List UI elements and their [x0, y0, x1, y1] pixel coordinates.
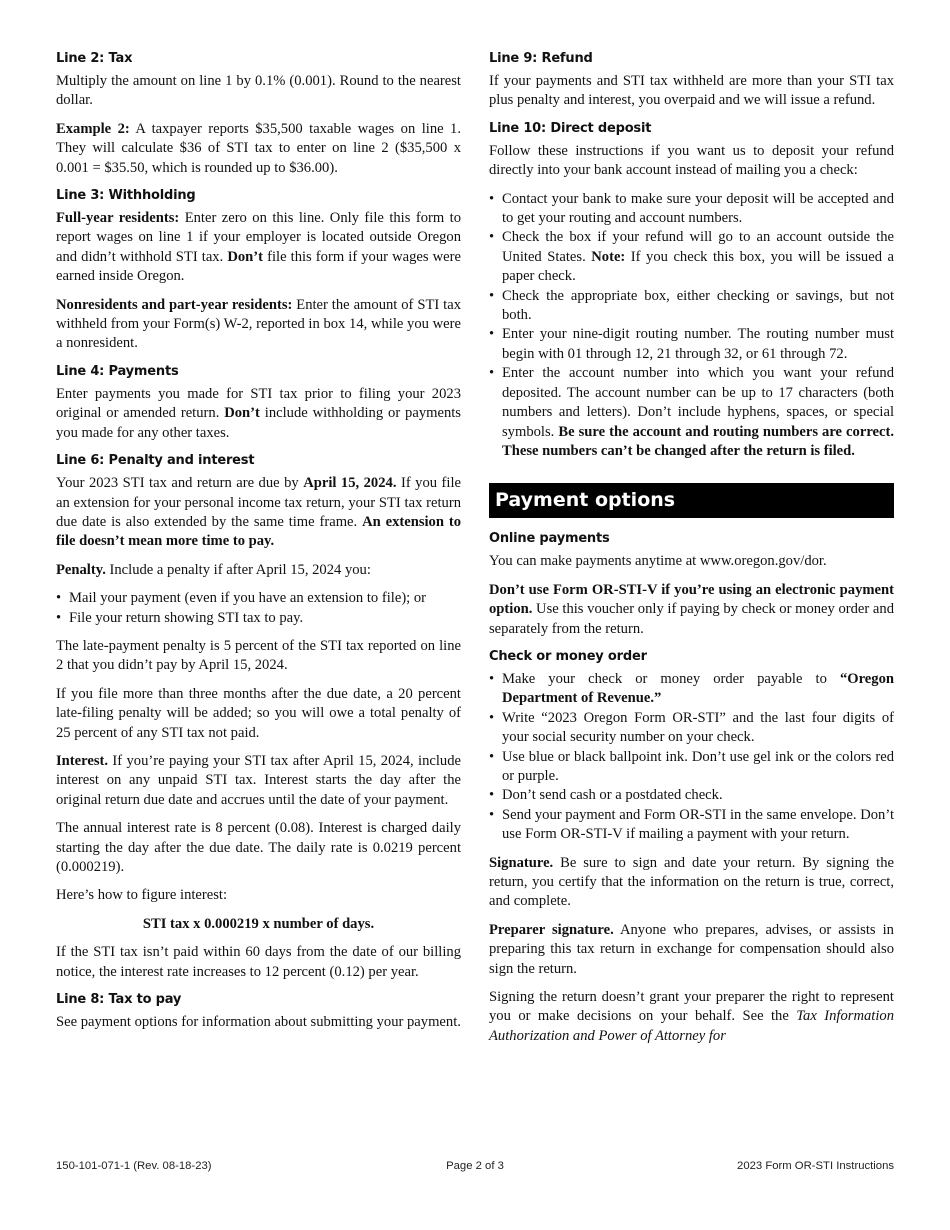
- interest-rate-paragraph: The annual interest rate is 8 percent (0.08). Interest is charged daily starting the day after the due date. The daily rate is 0.0219 percent (0.000219).: [56, 820, 461, 875]
- line-10-heading: Line 10: Direct deposit: [489, 120, 652, 136]
- full-year-text: Enter zero on this line. Only file this form to report wages on line 1 if your employer is located outside Oregon and didn’t withhold STI tax.: [56, 210, 461, 265]
- late-filing-paragraph: If you file more than three months after the due date, a 20 percent late-filing penalty will be added; so you will owe a total penalty of 25 percent of any STI tax not paid.: [56, 685, 461, 741]
- interest-paragraph: [56, 752, 461, 810]
- line-8-section: [56, 991, 461, 1032]
- extension-note: An extension to file doesn’t mean more time to pay.: [56, 513, 461, 550]
- account-warning: Be sure the account and routing numbers are correct. These numbers can’t be changed after the return is filed.: [502, 423, 894, 459]
- voucher-text: Use this voucher only if paying by check or money order and separately from the return.: [489, 601, 894, 637]
- list-item: [489, 364, 894, 461]
- preparer-label: Preparer signature.: [489, 921, 614, 938]
- right-column: [489, 50, 894, 1055]
- list-item: • Send your payment and Form OR-STI in the same envelope. Don’t use Form OR-STI-V if mailing a payment with your return.: [489, 806, 894, 845]
- voucher-note: [489, 581, 894, 639]
- list-item: [489, 670, 894, 709]
- preparer-text: Anyone who prepares, advises, or assists in preparing this tax return in exchange for compensation should also sign the return.: [489, 921, 894, 977]
- note-label: Note:: [591, 248, 626, 265]
- line-8-heading: Line 8: Tax to pay: [56, 992, 182, 1008]
- list-item: • Contact your bank to make sure your deposit will be accepted and to get your routing and account numbers.: [489, 190, 894, 229]
- due-date-paragraph: [56, 474, 461, 552]
- interest-text: If you’re paying your STI tax after April 15, 2024, include interest on any unpaid STI tax. Interest starts the day after the original return due date and accrues until the date of your payment.: [56, 752, 461, 808]
- line-9-section: [489, 50, 894, 111]
- payee-name: “Oregon Department of Revenue.”: [502, 670, 894, 707]
- line-9-heading: Line 9: Refund: [489, 51, 593, 66]
- line-9-text: If your payments and STI tax withheld are more than your STI tax plus penalty and interest, you overpaid and we will issue a refund.: [489, 73, 894, 109]
- line-2-text: Multiply the amount on line 1 by 0.1% (0.001). Round to the nearest dollar.: [56, 73, 461, 109]
- check-list: [489, 670, 894, 845]
- closing-paragraph: [489, 988, 894, 1046]
- list-item: • Enter your nine-digit routing number. The routing number must begin with 01 through 12, 21 through 32, or 61 through 72.: [489, 325, 894, 364]
- sixty-days-paragraph: If the STI tax isn’t paid within 60 days from the date of our billing notice, the interest rate increases to 12 percent (0.12) per year.: [56, 944, 461, 980]
- payment-options-banner: Payment options: [489, 483, 894, 518]
- due-date: April 15, 2024.: [303, 475, 397, 492]
- line-6-section: [56, 452, 461, 982]
- list-item: • Write “2023 Oregon Form OR-STI” and the last four digits of your social security number on your check.: [489, 709, 894, 748]
- preparer-paragraph: [489, 921, 894, 979]
- closing-text: Signing the return doesn’t grant your preparer the right to represent you or make decisions on your behalf. See the: [489, 989, 894, 1025]
- line-3-section: [56, 187, 461, 354]
- check-money-order-section: [489, 648, 894, 845]
- example-2: [56, 120, 461, 178]
- penalty-list: [56, 589, 461, 628]
- penalty-label: Penalty.: [56, 561, 106, 578]
- line-4-text-2: include withholding or payments you made for any other taxes.: [56, 405, 461, 441]
- payable-text: Make your check or money order payable to: [502, 670, 840, 687]
- list-item: • Check the appropriate box, either checking or savings, but not both.: [489, 287, 894, 326]
- example-2-text: A taxpayer reports $35,500 taxable wages on line 1. They will calculate $36 of STI tax to enter on line 2 ($35,500 x 0.001 = $35.50, which is rounded up to $36.00).: [56, 120, 461, 176]
- line-6-heading: Line 6: Penalty and interest: [56, 453, 255, 469]
- signature-text: Be sure to sign and date your return. By signing the return, you certify that the information on the return is true, correct, and complete.: [489, 854, 894, 910]
- penalty-text: Include a penalty if after April 15, 2024 you:: [105, 561, 371, 578]
- outside-us-text: Check the box if your refund will go to an account outside the United States.: [502, 229, 894, 265]
- form-number: 150-101-071-1 (Rev. 08-18-23): [56, 1160, 212, 1172]
- line-8-text: See payment options for information about submitting your payment.: [56, 1014, 461, 1031]
- list-item: • Use blue or black ballpoint ink. Don’t use gel ink or the colors red or purple.: [489, 748, 894, 787]
- online-payments-text: You can make payments anytime at www.oregon.gov/dor.: [489, 553, 827, 570]
- penalty-paragraph: [56, 561, 461, 580]
- line-4-section: [56, 363, 461, 443]
- line-10-intro: Follow these instructions if you want us to deposit your refund directly into your bank account instead of mailing you a check:: [489, 142, 894, 179]
- how-to-figure: Here’s how to figure interest:: [56, 887, 228, 904]
- list-item: • File your return showing STI tax to pay.: [56, 609, 461, 628]
- example-2-label: Example 2:: [56, 120, 130, 137]
- full-year-residents: [56, 209, 461, 287]
- line-3-heading: Line 3: Withholding: [56, 188, 196, 204]
- line-2-heading: Line 2: Tax: [56, 51, 133, 66]
- footer-title: 2023 Form OR-STI Instructions: [737, 1160, 894, 1172]
- full-year-dont: Don’t: [227, 248, 264, 265]
- full-year-label: Full-year residents:: [56, 210, 180, 227]
- online-payments-heading: Online payments: [489, 531, 610, 547]
- nonresidents-label: Nonresidents and part-year residents:: [56, 296, 293, 313]
- line-4-text-1: Enter payments you made for STI tax prior to filing your 2023 original or amended return.: [56, 385, 461, 422]
- line-4-text: [56, 385, 461, 443]
- line-10-section: [489, 120, 894, 462]
- line-4-dont: Don’t: [224, 405, 260, 422]
- nonresidents-text: Enter the amount of STI tax withheld from your Form(s) W-2, reported in box 14, while you were a nonresident.: [56, 296, 461, 352]
- list-item: [489, 228, 894, 286]
- direct-deposit-list: [489, 190, 894, 462]
- signature-label: Signature.: [489, 854, 554, 871]
- line-4-heading: Line 4: Payments: [56, 363, 179, 379]
- list-item: • Don’t send cash or a postdated check.: [489, 786, 894, 805]
- interest-label: Interest.: [56, 752, 109, 769]
- line-2-section: [56, 50, 461, 178]
- voucher-warning: Don’t use Form OR-STI-V if you’re using an electronic payment option.: [489, 581, 894, 618]
- signature-paragraph: [489, 854, 894, 912]
- check-money-order-heading: Check or money order: [489, 648, 647, 664]
- page-number: Page 2 of 3: [446, 1160, 504, 1172]
- late-payment-paragraph: The late-payment penalty is 5 percent of the STI tax reported on line 2 that you didn’t pay by April 15, 2024.: [56, 637, 461, 674]
- outside-us-text-2: If you check this box, you will be issued a paper check.: [502, 248, 894, 285]
- full-year-text-2: file this form if your wages were earned inside Oregon.: [56, 248, 461, 285]
- due-text-1: Your 2023 STI tax and return are due by: [56, 475, 304, 492]
- online-payments-section: [489, 530, 894, 639]
- closing-italic: Tax Information Authorization and Power of Attorney for: [489, 1008, 894, 1044]
- interest-formula: STI tax x 0.000219 x number of days.: [142, 915, 375, 932]
- account-number-text: Enter the account number into which you want your refund deposited. The account number can be up to 17 characters (both numbers and letters). Don’t include hyphens, spaces, or special symbols.: [502, 365, 894, 440]
- list-item: • Mail your payment (even if you have an extension to file); or: [56, 589, 461, 608]
- due-text-2: If you file an extension for your personal income tax return, your STI tax return due date is also extended by the same time frame.: [56, 475, 461, 530]
- nonresidents: [56, 296, 461, 354]
- left-column: [56, 50, 461, 1041]
